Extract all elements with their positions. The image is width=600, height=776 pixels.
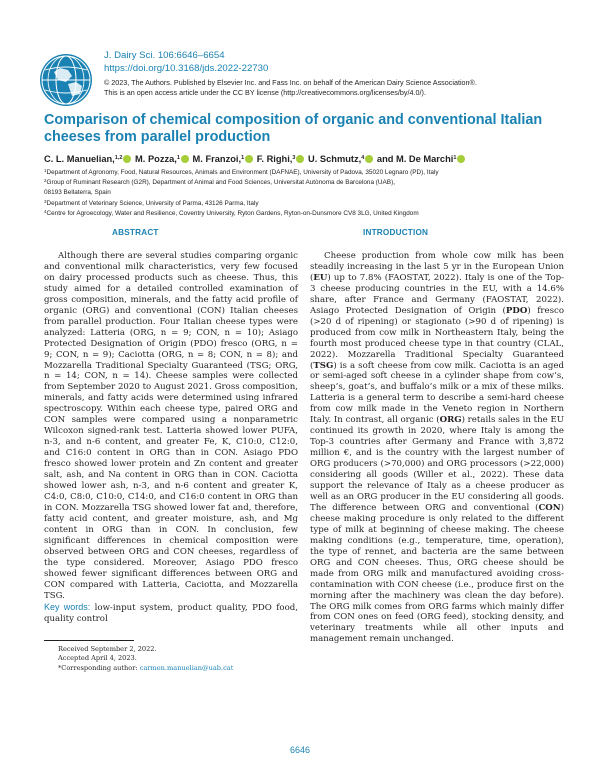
affiliation: $^3$Department of Veterinary Science, University of Parma, 43126 Parma, Italy — [44, 198, 259, 207]
orcid-icon[interactable] — [123, 155, 131, 163]
abstract-heading: ABSTRACT — [112, 228, 159, 237]
author: M. Franzoi,$^1$ — [193, 154, 257, 164]
copyright-notice: © 2023, The Authors. Published by Elsevier Inc. and Fass Inc. on behalf of the American Dairy Science Association®. — [104, 78, 477, 87]
orcid-icon[interactable] — [296, 155, 304, 163]
abstract-column — [44, 251, 298, 625]
article-header — [38, 50, 578, 110]
affiliation: 08193 Bellaterra, Spain — [44, 189, 111, 197]
affiliation: $^4$Centre for Agroecology, Water and Resilience, Coventry University, Ryton Gardens, Ryton-on-Dunsmore CV8 3LG, United Kingdom — [44, 208, 419, 217]
footnote-divider — [44, 640, 134, 641]
email-link[interactable]: carmen.manuelian@uab.cat — [139, 663, 234, 672]
received-date: Received September 2, 2022. — [58, 645, 157, 653]
keywords-list: low-input system, product quality, PDO food, quality control — [44, 603, 298, 624]
orcid-icon[interactable] — [245, 155, 253, 163]
footnotes — [44, 645, 294, 673]
author: F. Righi,$^3$ — [257, 154, 308, 164]
introduction-text: Cheese production from whole cow milk has been steadily increasing in the last 5 yr in the European Union (EU) up to 7.8% (FAOSTAT, 2022). Italy is one of the Top-3 cheese producing countries in the EU, with a 14.6% share, after France and Germany (FAOSTAT, 2022). Asiago Protected Designation of Origin (PDO) fresco (>20 d of ripening) or stagionato (>90 d of ripening) is produced from cow milk in Northeastern Italy, being the fourth most produced cheese type in that country (CLAL, 2022). Mozzarella Traditional Specialty Guaranteed (TSG) is a soft cheese from cow milk. Caciotta is an aged or semi-aged soft cheese in a cylinder shape from cow’s, sheep’s, goat’s, and buffalo’s milk or a mix of these milks. Latteria is a general term to describe a semi-hard cheese from cow milk made in the Veneto region in Northern Italy. In contrast, all organic (ORG) retails sales in the EU continued its growth in 2020, where Italy is among the Top-3 countries after Germany and France with 3,872 million €, and is the country with the largest number of ORG producers (>70,000) and ORG processors (>22,000) considering all goods (Willer et al., 2022). These data support the relevance of Italy as a cheese producer as well as an ORG producer in the EU considering all goods. The difference between ORG and conventional (CON) cheese making procedure is only related to the different type of milk at beginning of cheese making. The cheese making conditions (e.g., temperature, time, operation), the type of rennet, and bacteria are the same between ORG and CON cheeses. Thus, ORG cheese should be made from ORG milk and manufactured avoiding cross-contamination with CON cheese (i.e., produce first on the morning after the machinery was clean the day before). The ORG milk comes from ORG farms which mainly differ from CON ones on feed (ORG feed), stocking density, and veterinary treatments while all other inputs and management remain unchanged. — [310, 251, 564, 645]
page-number: 6646 — [289, 745, 311, 755]
journal-citation: J. Dairy Sci. 106:6646–6654 — [104, 50, 225, 61]
corresponding-author: *Corresponding author: carmen.manuelian@uab.cat — [58, 663, 234, 672]
author: M. De Marchi$^1$ — [396, 154, 466, 164]
orcid-icon[interactable] — [181, 155, 189, 163]
introduction-column — [310, 251, 564, 645]
license-notice: This is an open access article under the CC BY license (http://creativecommons.org/licenses/by/4.0/). — [104, 88, 426, 97]
abstract-text: Although there are several studies comparing organic and conventional milk characteristics, very few focused on dairy processed products such as cheese. Thus, this study aimed for a detailed controlled examination of gross composition, minerals, and the fatty acid profile of organic (ORG) and conventional (CON) Italian cheeses from parallel production. Four Italian cheese types were analyzed: Latteria (ORG, n = 9; CON, n = 10); Asiago Protected Designation of Origin (PDO) fresco (ORG, n = 9; CON, n = 9); Caciotta (ORG, n = 8; CON, n = 8); and Mozzarella Traditional Specialty Guaranteed (TSG; ORG, n = 14; CON, n = 14). Cheese samples were collected from September 2020 to August 2021. Gross composition, minerals, and fatty acids were determined using infrared spectroscopy. Within each cheese type, paired ORG and CON samples were compared using a nonparametric Wilcoxon signed-rank test. Latteria showed lower PUFA, n-3, and n-6 content, and greater Fe, K, C10:0, C12:0, and C16:0 content in ORG than in CON. Asiago PDO fresco showed lower protein and Zn content and greater salt, ash, and Na content in ORG than in CON. Caciotta showed lower ash, n-3, and n-6 content and greater K, C4:0, C8:0, C10:0, C14:0, and C16:0 content in ORG than in CON. Mozzarella TSG showed lower fat and, therefore, fatty acid content, and greater moisture, ash, and Mg content in ORG than in CON. In conclusion, few significant differences in chemical composition were observed between ORG and CON cheeses, regardless of the type considered. Moreover, Asiago PDO fresco showed fewer significant differences between ORG and CON compared with Latteria, Caciotta, and Mozzarella TSG. — [44, 251, 298, 601]
keywords — [44, 602, 298, 625]
author-list — [44, 152, 584, 165]
doi-link[interactable]: https://doi.org/10.3168/jds.2022-22730 — [104, 62, 269, 74]
author: M. Pozza,$^1$ — [135, 154, 193, 164]
affiliation: $^1$Department of Agronomy, Food, Natural Resources, Animals and Environment (DAFNAE), University of Padova, 35020 Legnaro (PD), Italy — [44, 168, 439, 176]
orcid-icon[interactable] — [365, 155, 373, 163]
article-title: Comparison of chemical composition of organic and conventional Italian cheeses from parallel production — [44, 112, 543, 145]
journal-globe-logo-icon — [38, 52, 94, 108]
introduction-heading: INTRODUCTION — [363, 228, 429, 237]
accepted-date: Accepted April 4, 2023. — [58, 654, 137, 663]
author: U. Schmutz,$^4$ and — [308, 154, 397, 164]
orcid-icon[interactable] — [457, 155, 465, 163]
affiliations — [44, 167, 574, 218]
affiliation: $^2$Group of Ruminant Research (G2R), Department of Animal and Food Sciences, Universitat Autònoma de Barcelona (UAB), — [44, 178, 395, 187]
keywords-label: Key words: — [44, 602, 91, 612]
author: C. L. Manuelian,$^{1,2}$ — [44, 154, 135, 164]
